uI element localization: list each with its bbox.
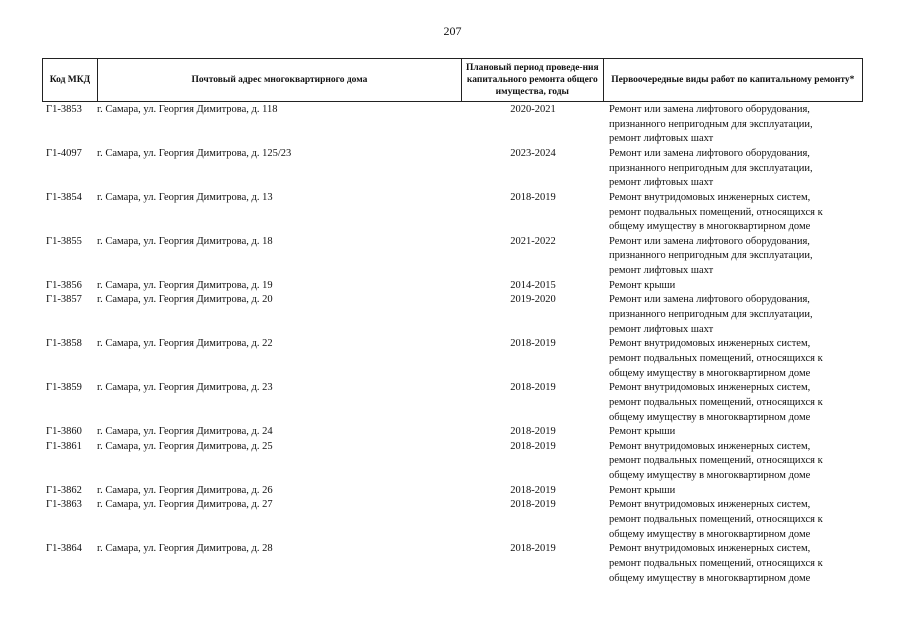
- mkd-code: Г1-3853: [46, 104, 82, 115]
- mkd-code: Г1-3859: [46, 382, 82, 394]
- works: [609, 293, 813, 337]
- work-line: Ремонт крыши: [609, 484, 676, 496]
- address: г. Самара, ул. Георгия Димитрова, д. 27: [97, 499, 273, 511]
- work-line: общему имуществу в многоквартирном доме: [609, 367, 811, 379]
- mkd-code: Г1-3855: [46, 235, 82, 247]
- works: [609, 484, 675, 499]
- work-line: Ремонт крыши: [609, 426, 676, 438]
- work-line: ремонт подвальных помещений, относящихся к: [609, 514, 823, 526]
- work-line: Ремонт или замена лифтового оборудования,: [609, 235, 810, 247]
- period: 2021-2022: [510, 235, 556, 247]
- header-address: Почтовый адрес многоквартирного дома: [98, 59, 462, 101]
- mkd-code: Г1-3863: [46, 499, 82, 511]
- work-line: общему имуществу в многоквартирном доме: [609, 528, 811, 540]
- work-line: ремонт подвальных помещений, относящихся к: [609, 206, 823, 218]
- works: [609, 381, 823, 425]
- work-line: Ремонт или замена лифтового оборудования,: [609, 104, 810, 115]
- address: г. Самара, ул. Георгия Димитрова, д. 25: [97, 440, 273, 452]
- work-line: ремонт подвальных помещений, относящихся к: [609, 396, 823, 408]
- header-code: Код МКД: [43, 59, 98, 101]
- work-line: признанного непригодным для эксплуатации,: [609, 250, 813, 262]
- work-line: Ремонт внутридомовых инженерных систем,: [609, 191, 811, 203]
- work-line: признанного непригодным для эксплуатации,: [609, 309, 813, 321]
- work-line: Ремонт внутридомовых инженерных систем,: [609, 499, 811, 511]
- period: 2018-2019: [510, 191, 556, 203]
- work-line: Ремонт или замена лифтового оборудования,: [609, 294, 810, 306]
- work-line: общему имуществу в многоквартирном доме: [609, 572, 811, 584]
- period: 2018-2019: [510, 499, 556, 511]
- work-line: общему имуществу в многоквартирном доме: [609, 221, 811, 233]
- mkd-code: Г1-4097: [46, 147, 82, 159]
- works: [609, 103, 813, 147]
- address: г. Самара, ул. Георгия Димитрова, д. 13: [97, 191, 273, 203]
- period: 2018-2019: [510, 484, 556, 496]
- works: [609, 425, 675, 440]
- mkd-code: Г1-3854: [46, 191, 82, 203]
- address: г. Самара, ул. Георгия Димитрова, д. 22: [97, 338, 273, 350]
- period: 2018-2019: [510, 338, 556, 350]
- work-line: Ремонт или замена лифтового оборудования,: [609, 147, 810, 159]
- period: 2018-2019: [510, 440, 556, 452]
- works: [609, 279, 675, 294]
- works: [609, 191, 823, 235]
- work-line: ремонт подвальных помещений, относящихся к: [609, 455, 823, 467]
- work-line: признанного непригодным для эксплуатации,: [609, 162, 813, 174]
- period: 2019-2020: [510, 294, 556, 306]
- mkd-code: Г1-3860: [46, 426, 82, 438]
- work-line: ремонт лифтовых шахт: [609, 133, 714, 145]
- work-line: Ремонт внутридомовых инженерных систем,: [609, 543, 811, 555]
- address: г. Самара, ул. Георгия Димитрова, д. 118: [97, 104, 278, 115]
- work-line: ремонт подвальных помещений, относящихся к: [609, 558, 823, 569]
- address: г. Самара, ул. Георгия Димитрова, д. 20: [97, 294, 273, 306]
- header-works: Первоочередные виды работ по капитальному ремонту*: [611, 75, 855, 85]
- works: [609, 337, 823, 381]
- address: г. Самара, ул. Георгия Димитрова, д. 125/23: [97, 147, 292, 159]
- address: г. Самара, ул. Георгия Димитрова, д. 26: [97, 484, 273, 496]
- mkd-code: Г1-3862: [46, 484, 82, 496]
- work-line: признанного непригодным для эксплуатации,: [609, 118, 813, 130]
- works: [609, 498, 823, 542]
- address: г. Самара, ул. Георгия Димитрова, д. 23: [97, 382, 273, 394]
- work-line: ремонт лифтовых шахт: [609, 265, 714, 277]
- period: 2023-2024: [510, 147, 556, 159]
- work-line: общему имуществу в многоквартирном доме: [609, 470, 811, 482]
- address: г. Самара, ул. Георгия Димитрова, д. 19: [97, 279, 273, 291]
- mkd-code: Г1-3864: [46, 543, 82, 555]
- period: 2018-2019: [510, 543, 556, 555]
- page-number: 207: [443, 24, 462, 38]
- period: 2018-2019: [510, 426, 556, 438]
- period: 2018-2019: [510, 382, 556, 394]
- mkd-code: Г1-3858: [46, 338, 82, 350]
- period: 2020-2021: [510, 104, 556, 115]
- address: г. Самара, ул. Георгия Димитрова, д. 24: [97, 426, 273, 438]
- address: г. Самара, ул. Георгия Димитрова, д. 18: [97, 235, 273, 247]
- header-period: Плановый период проведе-ния капитального ремонта общего имущества, годы: [462, 59, 604, 101]
- work-line: Ремонт внутридомовых инженерных систем,: [609, 382, 811, 394]
- period: 2014-2015: [510, 279, 556, 291]
- work-line: ремонт подвальных помещений, относящихся к: [609, 352, 823, 364]
- mkd-code: Г1-3856: [46, 279, 82, 291]
- table-header: [42, 58, 863, 102]
- works: [609, 147, 813, 191]
- work-line: ремонт лифтовых шахт: [609, 323, 714, 335]
- work-line: Ремонт внутридомовых инженерных систем,: [609, 440, 811, 452]
- address: г. Самара, ул. Георгия Димитрова, д. 28: [97, 543, 273, 555]
- work-line: общему имуществу в многоквартирном доме: [609, 411, 811, 423]
- work-line: Ремонт внутридомовых инженерных систем,: [609, 338, 811, 350]
- works: [609, 542, 823, 586]
- mkd-code: Г1-3857: [46, 294, 82, 306]
- mkd-code: Г1-3861: [46, 440, 82, 452]
- works: [609, 235, 813, 279]
- works: [609, 440, 823, 484]
- work-line: ремонт лифтовых шахт: [609, 177, 714, 189]
- work-line: Ремонт крыши: [609, 279, 676, 291]
